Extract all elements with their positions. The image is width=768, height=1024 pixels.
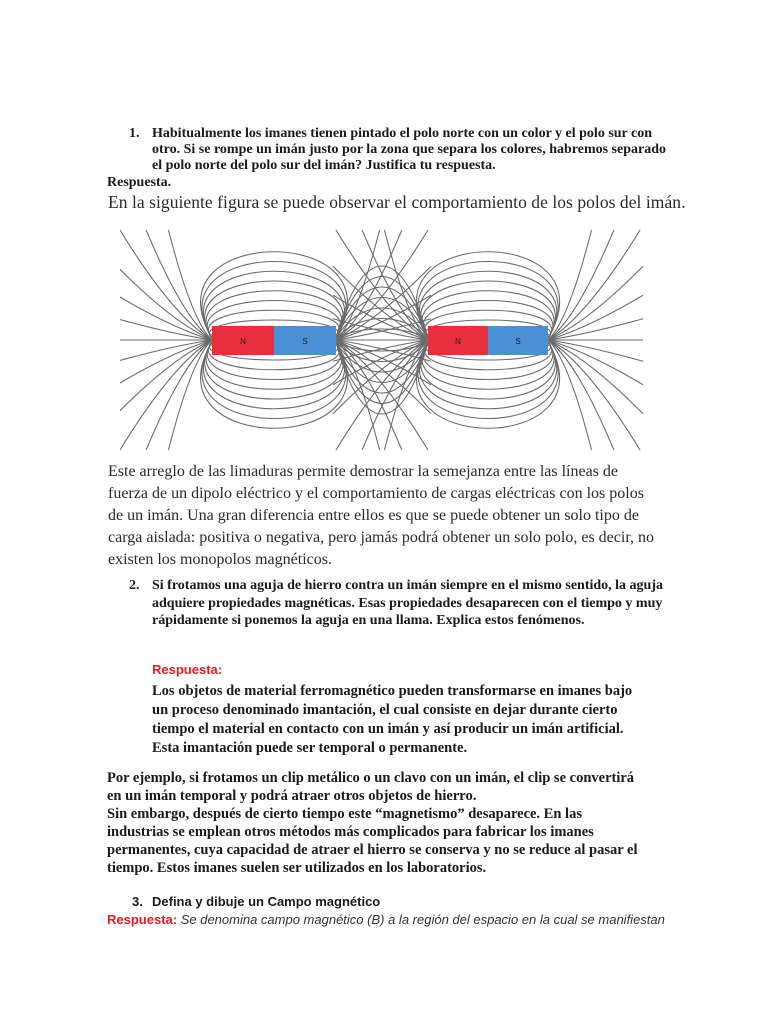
field-line: [120, 340, 212, 414]
magnet-2-n-label: N: [455, 337, 461, 346]
figure-caption: [108, 461, 660, 571]
q2-line-2: adquiere propiedades magnéticas. Esas propiedades desaparecen con el tiempo y muy: [152, 596, 663, 611]
caption-line: fuerza de un dipolo eléctrico y el comportamiento de cargas eléctricas con los polos: [108, 485, 644, 502]
field-line: [548, 340, 643, 450]
q2-answer-label: Respuesta:: [152, 662, 223, 677]
q1-line-2: otro. Si se rompe un imán justo por la zona que separa los colores, habremos separado: [152, 142, 667, 157]
q2-number: 2.: [129, 578, 140, 593]
answer-line: un proceso denominado imantación, el cual consiste en dejar durante cierto: [152, 702, 618, 718]
q3-number: 3.: [132, 894, 143, 909]
field-line: [548, 230, 643, 340]
caption-line: Este arreglo de las limaduras permite demostrar la semejanza entre las líneas de: [108, 463, 619, 480]
answer-line: Esta imantación puede ser temporal o permanente.: [152, 740, 468, 756]
magnet-1: [212, 326, 336, 355]
q2-line-1: Si frotamos una aguja de hierro contra un imán siempre en el mismo sentido, la aguja: [152, 578, 664, 593]
answer-line: tiempo el material en contacto con un imán y así producir un imán artificial.: [152, 721, 624, 737]
q3-answer-label: Respuesta:: [107, 912, 178, 927]
field-line: [548, 340, 643, 450]
magnet-1-s-label: S: [302, 337, 308, 346]
q1-number: 1.: [129, 126, 140, 141]
q3-answer-text: Se denomina campo magnético (B) a la región del espacio en la cual se manifiestan: [180, 912, 665, 927]
q3-text: Defina y dibuje un Campo magnético: [152, 894, 381, 909]
answer-line: Los objetos de material ferromagnético pueden transformarse en imanes bajo: [152, 683, 633, 699]
magnet-2: [428, 326, 548, 355]
example-line: en un imán temporal y podrá atraer otros objetos de hierro.: [107, 788, 477, 804]
example-line: Sin embargo, después de cierto tiempo este “magnetismo” desaparece. En las: [107, 806, 582, 822]
magnet-2-s-label: S: [515, 337, 521, 346]
field-line: [120, 266, 212, 340]
q2-example: [107, 769, 667, 877]
field-line: [548, 340, 643, 450]
q2-answer: [152, 682, 672, 758]
example-line: permanentes, cuya capacidad de atraer el hierro se conserva y no se reduce al pasar el: [107, 842, 638, 858]
figure-intro: En la siguiente figura se puede observar el comportamiento de los polos del imán.: [108, 192, 686, 212]
q3-answer: [107, 912, 665, 927]
field-line: [548, 230, 643, 340]
q2-line-3: rápidamente si ponemos la aguja en una llama. Explica estos fenómenos.: [152, 613, 585, 628]
caption-line: carga aislada: positiva o negativa, pero jamás podrá obtener un solo polo, es decir, no: [108, 529, 655, 546]
magnet-1-n-label: N: [240, 337, 246, 346]
magnetic-field-figure: [120, 230, 660, 450]
q1-line-1: Habitualmente los imanes tienen pintado el polo norte con un color y el polo sur con: [152, 126, 653, 141]
q1-answer-label: Respuesta.: [107, 175, 172, 190]
field-line: [548, 230, 643, 340]
caption-line: de un imán. Una gran diferencia entre ellos es que se puede obtener un solo tipo de: [108, 507, 639, 524]
field-lines: [120, 230, 643, 450]
caption-line: existen los monopolos magnéticos.: [108, 551, 332, 568]
example-line: tiempo. Estos imanes suelen ser utilizados en los laboratorios.: [107, 860, 487, 876]
example-line: Por ejemplo, si frotamos un clip metálico o un clavo con un imán, el clip se convertirá: [107, 770, 635, 786]
q1-line-3: el polo norte del polo sur del imán? Justifica tu respuesta.: [152, 158, 496, 173]
example-line: industrias se emplean otros métodos más complicados para fabricar los imanes: [107, 824, 594, 840]
